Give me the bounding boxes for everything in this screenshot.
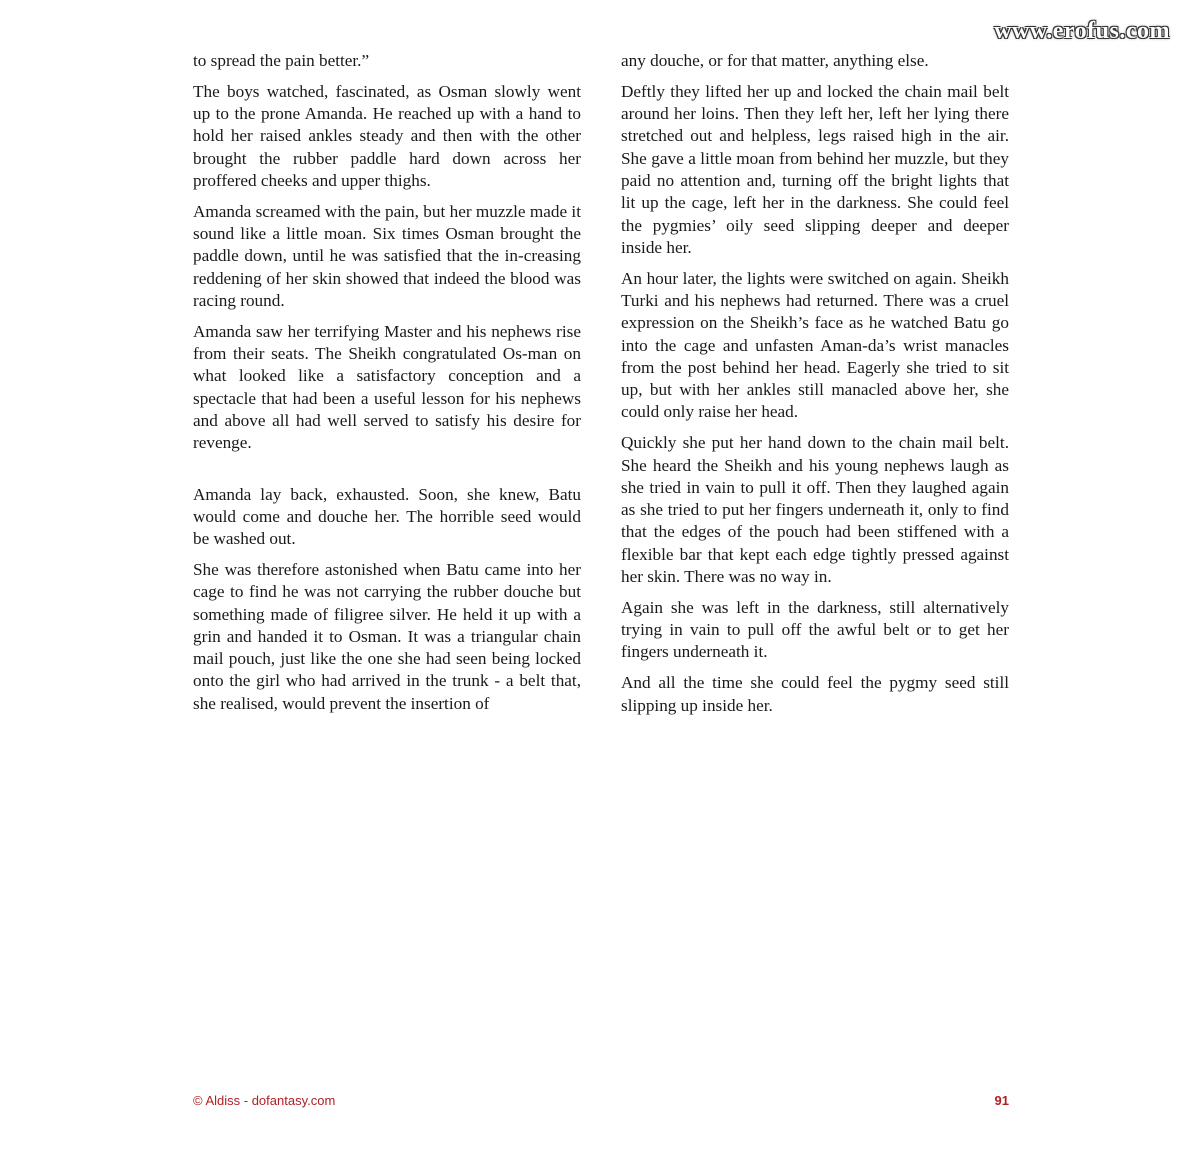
paragraph: Again she was left in the darkness, still alternatively trying in vain to pull off the awful belt or to get her fingers underneath it. <box>621 597 1009 662</box>
paragraph: Amanda saw her terrifying Master and his nephews rise from their seats. The Sheikh congratulated Os-man on what looked like a satisfactory conception and a spectacle that had been a useful lesson for his nephews and above all had well served to satisfy his desire for revenge. <box>193 321 581 453</box>
paragraph: She was therefore astonished when Batu came into her cage to find he was not carrying the rubber douche but something made of filigree silver. He held it up with a grin and handed it to Osman. It was a triangular chain mail pouch, just like the one she had seen being locked onto the girl who had arrived in the trunk - a belt that, she realised, would prevent the insertion of <box>193 559 581 713</box>
paragraph: Quickly she put her hand down to the chain mail belt. She heard the Sheikh and his young nephews laugh as she tried in vain to pull it off. Then they laughed again as she tried to put her fingers underneath it, only to find that the edges of the pouch had been stiffened with a flexible bar that kept each edge tightly pressed against her skin. There was no way in. <box>621 433 1009 587</box>
paragraph: Deftly they lifted her up and locked the chain mail belt around her loins. Then they left her, left her lying there stretched out and helpless, legs raised high in the air. She gave a little moan from behind her muzzle, but they paid no attention and, turning off the bright lights that lit up the cage, left her in the darkness. She could feel the pygmies’ oily seed slipping deeper and deeper inside her. <box>621 81 1009 257</box>
footer-copyright: © Aldiss - dofantasy.com <box>193 1093 336 1108</box>
paragraph: to spread the pain better.” <box>193 51 370 70</box>
right-text-column <box>621 50 1009 725</box>
left-text-column <box>193 50 581 724</box>
paragraph: Amanda screamed with the pain, but her muzzle made it sound like a little moan. Six times Osman brought the paddle down, until he was satisfied that the in-creasing reddening of her skin showed that indeed the blood was racing round. <box>193 201 581 310</box>
watermark-text: www.erofus.com <box>994 18 1170 44</box>
paragraph: And all the time she could feel the pygmy seed still slipping up inside her. <box>621 673 1009 715</box>
paragraph: An hour later, the lights were switched on again. Sheikh Turki and his nephews had returned. There was a cruel expression on the Sheikh’s face as he watched Batu go into the cage and unfasten Aman-da’s wrist manacles from the post behind her head. Eagerly she tried to sit up, but with her ankles still manacled above her, she could only raise her head. <box>621 268 1009 422</box>
page-number: 91 <box>994 1093 1009 1108</box>
paragraph: The boys watched, fascinated, as Osman slowly went up to the prone Amanda. He reached up with a hand to hold her raised ankles steady and then with the other brought the rubber paddle hard down across her proffered cheeks and upper thighs. <box>193 81 581 190</box>
paragraph: Amanda lay back, exhausted. Soon, she knew, Batu would come and douche her. The horrible seed would be washed out. <box>193 484 581 549</box>
paragraph: any douche, or for that matter, anything else. <box>621 51 929 70</box>
